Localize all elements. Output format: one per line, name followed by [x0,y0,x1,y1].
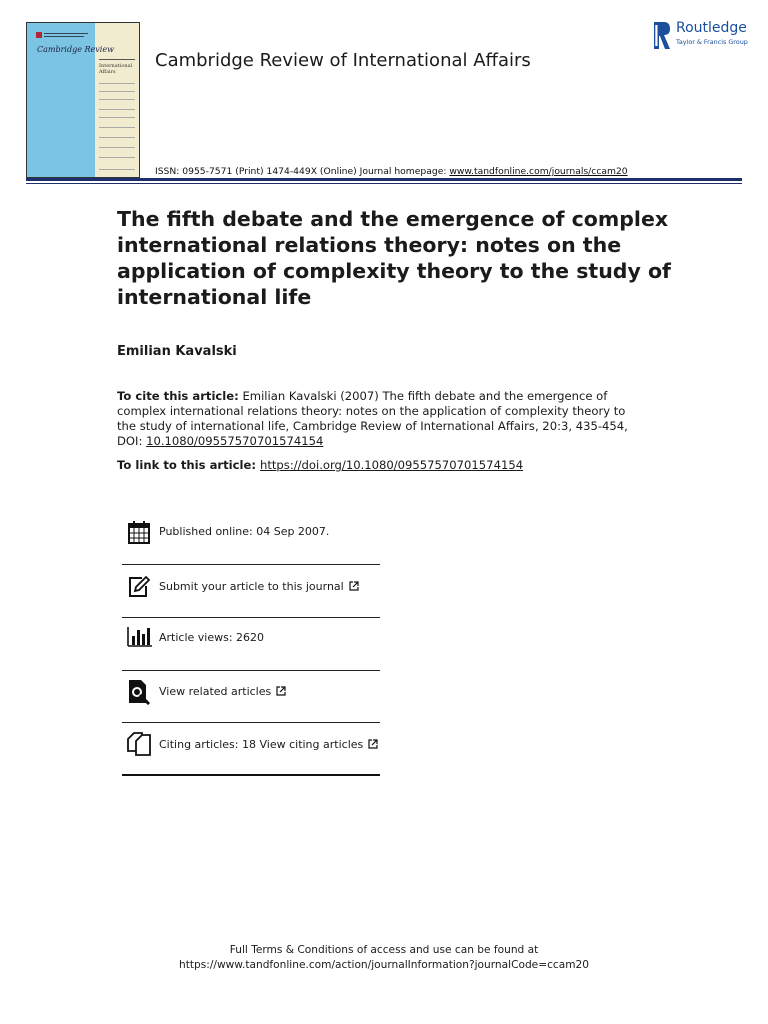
related-articles-label: View related articles [159,685,272,698]
bar-chart-icon [126,625,152,651]
footer-terms-text: Full Terms & Conditions of access and use can be found at [229,944,539,956]
journal-title: Cambridge Review of International Affairs [155,50,531,71]
publisher-subline: Taylor & Francis Group [676,38,748,46]
publisher-name: Routledge [676,20,747,36]
documents-icon [126,732,152,758]
journal-homepage-link[interactable]: www.tandfonline.com/journals/ccam20 [449,166,628,177]
citing-articles-label: Citing articles: 18 View citing articles [159,738,364,751]
issn-text: ISSN: 0955-7571 (Print) 1474-449X (Online) Journal homepage: [155,166,450,177]
article-author: Emilian Kavalski [117,344,237,359]
divider [122,617,380,618]
calendar-icon [126,519,152,545]
link-label: To link to this article: [117,458,256,472]
divider [122,774,380,776]
header-rule-thin [26,183,742,184]
citation-text: Emilian Kavalski (2007) The fifth debate and the emergence of complex international relations theory: notes on the application of complexity theory to the study of international life, Cambridge Review of International Affairs, 20:3, 435-454, DOI: [117,389,628,448]
cover-side-title: International Affairs [99,63,133,75]
journal-cover-image [26,22,140,178]
external-link-icon [276,686,286,696]
divider [122,722,380,723]
citation-block [117,389,647,449]
article-link-line [117,458,523,472]
published-online-text: Published online: 04 Sep 2007. [159,525,330,538]
article-views-text: Article views: 2620 [159,631,265,644]
published-online-row [122,519,380,569]
article-doi-link[interactable]: https://doi.org/10.1080/09557570701574154 [259,458,524,472]
header-rule [26,178,742,181]
divider [122,564,380,565]
footer [0,943,768,973]
issn-line [155,166,628,177]
submit-article-label: Submit your article to this journal [159,580,344,593]
external-link-icon [368,739,378,749]
divider [122,670,380,671]
footer-terms-link[interactable]: https://www.tandfonline.com/action/journalInformation?journalCode=ccam20 [178,959,590,971]
edit-icon [126,574,152,600]
article-title: The fifth debate and the emergence of complex international relations theory: notes on the application of complexity theory to the study of international life [117,207,671,309]
search-document-icon [126,679,152,705]
cover-journal-name: Cambridge Review [37,45,114,54]
citation-label: To cite this article: [117,389,239,403]
article-views-row [122,625,380,675]
citation-doi-link[interactable]: 10.1080/09557570701574154 [146,434,324,448]
routledge-logo-icon [654,22,670,49]
external-link-icon [349,581,359,591]
submit-article-link[interactable] [159,580,359,593]
related-articles-link[interactable] [159,685,286,698]
citing-articles-link[interactable] [159,738,378,751]
crest-icon [36,32,42,38]
